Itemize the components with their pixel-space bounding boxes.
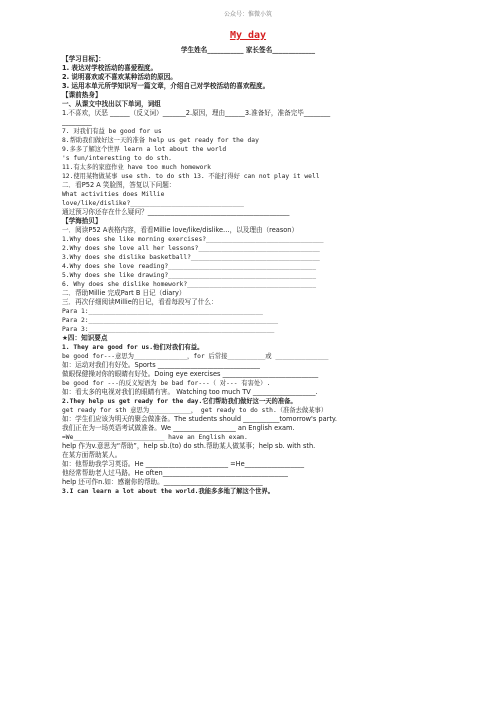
text-line: 如：看太多的电视对我们的眼睛有害。 Watching too much TV ___________________.: [62, 388, 318, 396]
text-line: 【学习目标】：: [62, 55, 105, 63]
text-line: 2.They help us get ready for the day.它们帮助我们做好这一天的准备。: [62, 398, 297, 405]
text-line: 1. They are good for us.他们对我们有益。: [62, 344, 204, 351]
worksheet-body: [62, 46, 434, 496]
header-note: 公众号：惟微小筑: [223, 11, 272, 18]
text-line: What activities does Millie: [62, 191, 165, 198]
text-line: 4.Why does she love reading?_______________________________________: [62, 263, 317, 270]
text-line: 7. 对我们有益 be good for us: [62, 128, 162, 135]
text-line: help 还可作n.如：感谢你的帮助。______________________________: [62, 478, 263, 486]
text-line: 's fun/interesting to do sth.: [62, 155, 172, 162]
text-line: 如：学生们应该为明天的聚会做准备。The students should ___________tomorrow's party.: [62, 415, 337, 423]
text-line: 学生姓名___________ 家长签名_____________: [180, 46, 316, 54]
page-title: My day: [229, 30, 267, 41]
text-line: 在某方面帮助某人。: [62, 451, 122, 459]
text-line: 二．看P52 A 笑脸图，答复以下问题：: [62, 181, 176, 189]
text-line: 3.Why does she dislike basketball?__________________________________: [62, 254, 320, 261]
text-line: 三．再次仔细阅读Millie的日记，看看每段写了什么：: [62, 298, 218, 306]
text-line: 他经常帮助老人过马路。He often______________________________________: [62, 469, 288, 477]
text-line: 5.Why does she like drawing?_______________________________________: [62, 272, 317, 279]
text-line: =We________________________ have an English exam.: [62, 434, 248, 441]
text-line: 一．阅读P52 A表格内容，看看Millie love/like/dislike…，以及理由（reason）: [62, 226, 299, 234]
text-line: 一、从课文中找出以下单词，词组: [62, 100, 161, 108]
text-line: help 作为v.意思为“帮助”，help sb.(to) do sth.帮助某人做某事；help sb. with sth.: [62, 442, 316, 450]
text-line: get ready for sth 意思为___________， get ready to do sth.（准备去做某事）: [62, 407, 328, 414]
text-line: 1.Why does she like morning exercises?_______________________________: [62, 236, 324, 243]
text-line: 通过预习你还存在什么疑问？___________________________________________: [62, 208, 290, 216]
text-line: 如：他帮助我学习英语。He _________________________ =He__________________: [62, 460, 305, 468]
text-line: be good for---意思为______________，for 后常接__________或 ______________: [62, 353, 329, 360]
text-line: Para 3:_________________________________________________: [62, 326, 275, 333]
text-line: 9.多多了解这个世界 learn a lot about the world: [62, 146, 227, 153]
text-line: Para 2:__________________________________________________: [62, 317, 279, 324]
text-line: Para 1:______________________________________________: [62, 308, 263, 315]
text-line: 12.使用某物做某事 use sth. to do sth 13. 不能打得好 can not play it well: [62, 173, 320, 180]
text-line: 1. 表达对学校活动的喜爱程度。: [62, 64, 158, 72]
text-line: 1.不喜欢，厌恶 ______（反义词）_______2.原因，理由______3.准备好，准备完毕________: [62, 109, 331, 117]
text-line: ★四：知识要点: [62, 334, 108, 342]
text-line: be good for ---的反义短语为 be bad for---（ 对--- 有害处）.: [62, 380, 271, 387]
text-line: 3. 运用本单元所学知识写一篇文章，介绍自己对学校活动的喜欢程度。: [62, 82, 270, 90]
text-line: _________: [62, 118, 92, 126]
text-line: 做眼保健操对你的眼睛有好处。Doing eye exercises _____________________________: [62, 370, 319, 378]
text-line: 2. 说明喜欢或不喜欢某种活动的原因。: [62, 73, 177, 81]
text-line: 2.Why does she love all her lessons?________________________________: [62, 245, 320, 252]
text-line: 二．帮助Millie 完成Part B 日记（diary）: [62, 289, 186, 297]
text-line: 如：运动对我们有好处。Sports _______________________________: [62, 361, 260, 369]
text-line: 【学海拾贝】: [62, 217, 102, 225]
text-line: 【课前热身】: [62, 91, 102, 99]
text-line: 8.帮助我们做好这一天的准备 help us get ready for the day: [62, 137, 259, 144]
text-line: love/like/dislike?______________________________: [62, 200, 244, 207]
text-line: 6. Why does she dislike homework?__________________________________: [62, 281, 317, 288]
text-line: 我们正在为一场英语考试做准备。We ___________________ an English exam.: [62, 424, 295, 432]
text-line: 3.I can learn a lot about the world.我能多多地了解这个世界。: [62, 488, 275, 495]
text-line: 11.有太多的家庭作业 have too much homework: [62, 164, 211, 171]
